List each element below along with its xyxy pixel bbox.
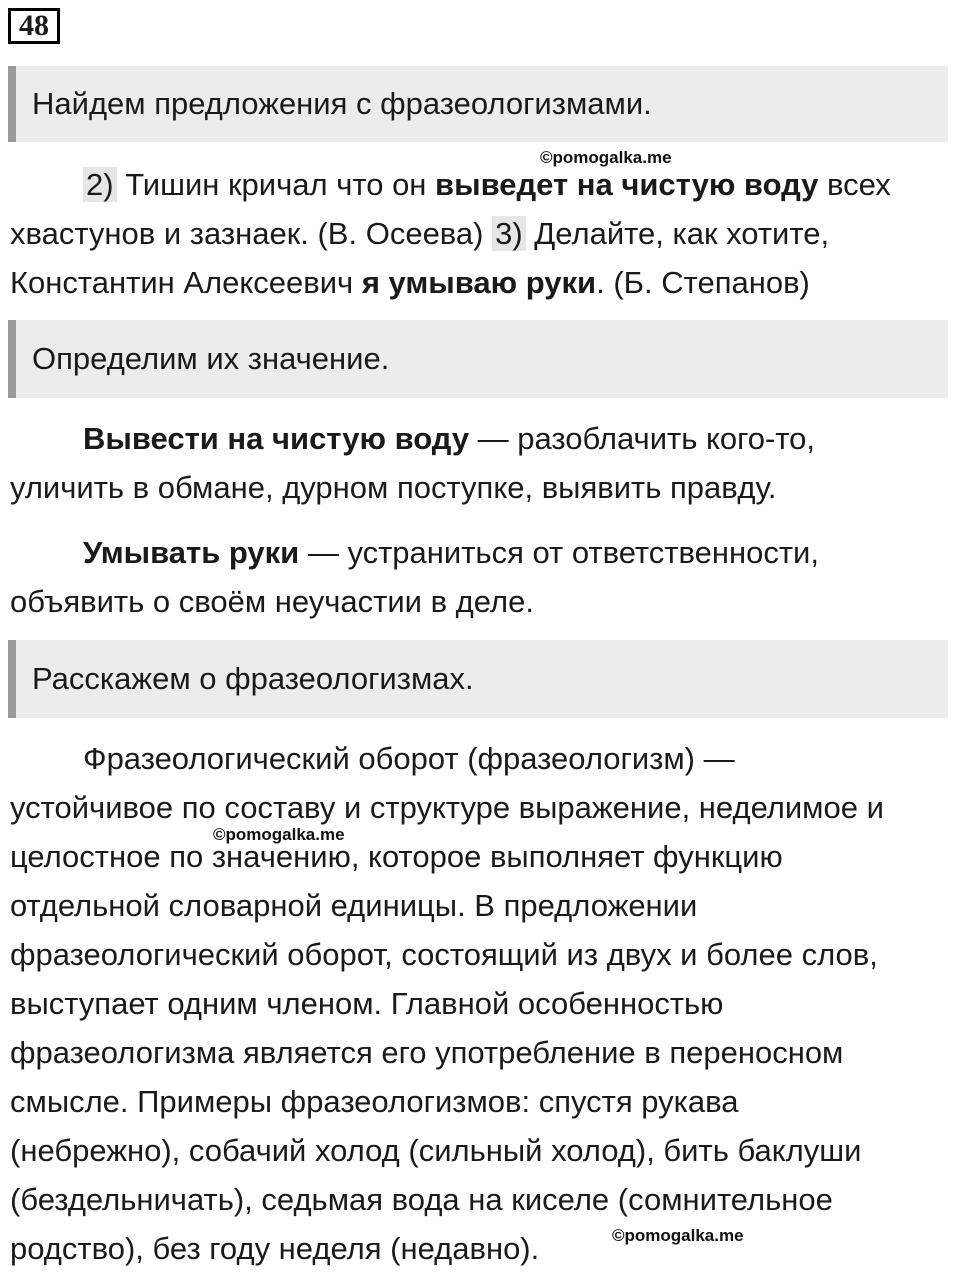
text-line: уличить в обмане, дурном поступке, выявить правду. — [10, 470, 777, 505]
text-line: устойчивое по составу и структуре выражение, неделимое и — [10, 790, 884, 825]
task-number: 48 — [8, 8, 60, 44]
phraseologism-bold: выведет на чистую воду — [435, 167, 819, 202]
text-line — [10, 528, 955, 577]
watermark: ©pomogalka.me — [213, 825, 345, 844]
text-line: выступает одним членом. Главной особенностью — [10, 986, 724, 1021]
section-header-about — [8, 640, 948, 718]
section-header-meaning — [8, 320, 948, 398]
text-line: фразеологизма является его употребление в переносном — [10, 1035, 844, 1070]
text-span: Тишин кричал что он — [116, 167, 436, 202]
text-line: фразеологический оборот, состоящий из двух и более слов, — [10, 937, 878, 972]
section-title: Расскажем о фразеологизмах. — [32, 661, 474, 696]
text-line — [10, 414, 955, 463]
text-line: (небрежно), собачий холод (сильный холод), бить баклуши — [10, 1133, 862, 1168]
meaning-term: Вывести на чистую воду — [83, 421, 470, 456]
watermark: ©pomogalka.me — [540, 148, 672, 167]
text-line: Фразеологический оборот (фразеологизм) — — [83, 741, 735, 776]
text-line — [10, 209, 955, 258]
text-span: . (Б. Степанов) — [596, 265, 810, 300]
text-span: всех — [818, 167, 891, 202]
section-title: Определим их значение. — [32, 341, 390, 376]
text-line: (бездельничать), седьмая вода на киселе (сомнительное — [10, 1182, 833, 1217]
example-sentences — [10, 160, 955, 307]
text-line: отдельной словарной единицы. В предложении — [10, 888, 698, 923]
text-line: родство), без году неделя (недавно). — [10, 1231, 540, 1266]
text-span: хвастунов и зазнаек. (В. Осеева) — [10, 216, 493, 251]
sentence-number: 2) — [83, 167, 117, 202]
watermark: ©pomogalka.me — [612, 1226, 744, 1245]
section-title: Найдем предложения с фразеологизмами. — [32, 86, 652, 121]
text-span: Делайте, как хотите, — [525, 216, 830, 251]
text-span: — устраниться от ответственности, — [299, 535, 819, 570]
section-header-find — [8, 66, 948, 142]
meaning-term: Умывать руки — [83, 535, 300, 570]
theory-paragraph — [10, 734, 955, 1273]
phraseologism-bold: я умываю руки — [361, 265, 597, 300]
sentence-number: 3) — [492, 216, 526, 251]
meaning-1 — [10, 414, 955, 512]
text-span: Константин Алексеевич — [10, 265, 362, 300]
text-line: объявить о своём неучастии в деле. — [10, 584, 534, 619]
text-line — [10, 258, 955, 307]
meaning-2 — [10, 528, 955, 626]
text-line — [10, 160, 955, 209]
text-line: целостное по значению, которое выполняет функцию — [10, 839, 783, 874]
text-line: смысле. Примеры фразеологизмов: спустя рукава — [10, 1084, 739, 1119]
text-span: — разоблачить кого-то, — [469, 421, 816, 456]
